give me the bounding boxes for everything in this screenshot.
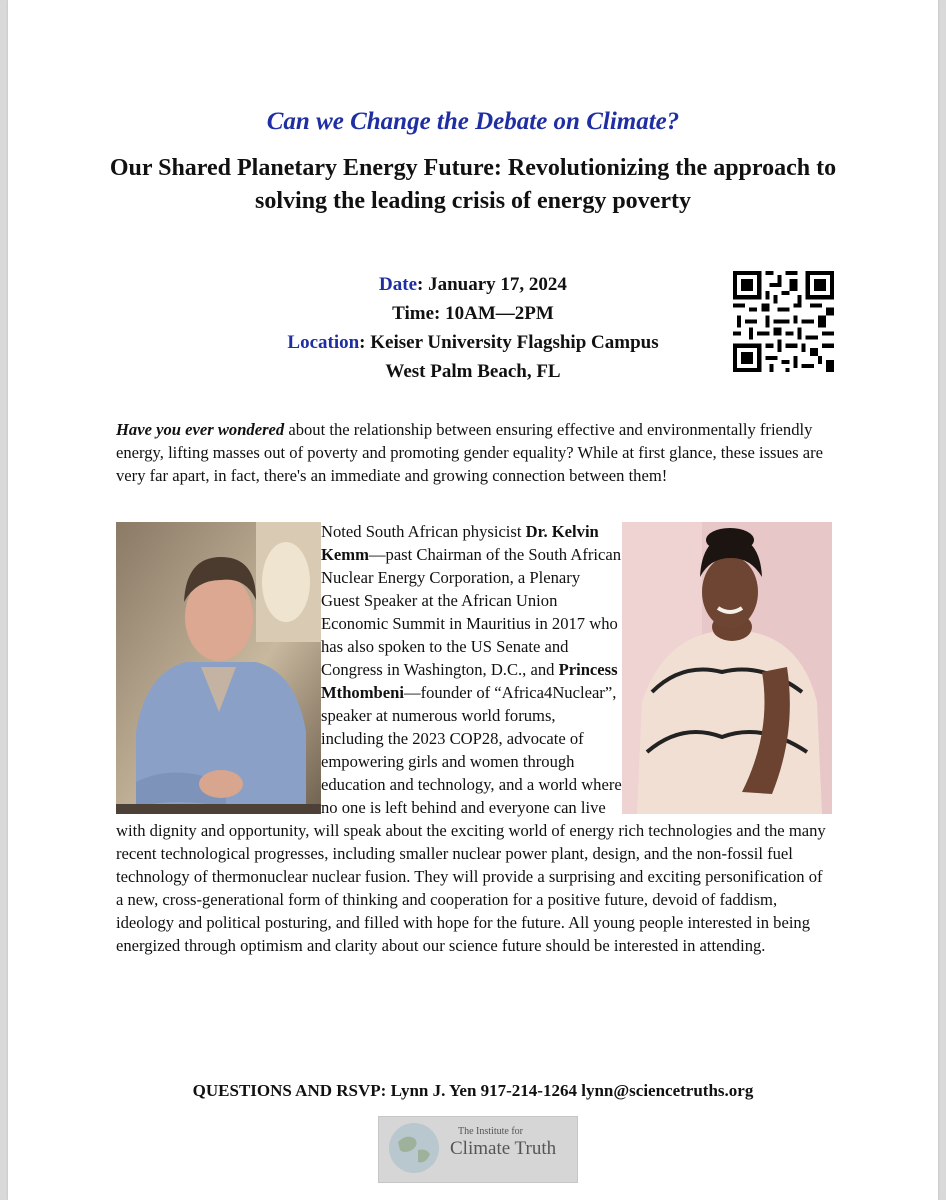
qr-code-icon[interactable] bbox=[733, 271, 834, 372]
location-line bbox=[170, 328, 776, 357]
speaker-kemm: Dr. Kelvin Kemm bbox=[321, 522, 599, 564]
event-details bbox=[170, 270, 776, 386]
body-text-main: —founder of “Africa4Nuclear”, speaker at numerous world forums, including the 2023 COP28, advocate of empowering girls and women through education and technology, and a world where no one is left behind and everyone can live with dignity and opportunity, will speak about the exciting world of energy rich technologies and the many recent technological progresses, including smaller nuclear power plant, design, and the non-fossil fuel technology of thermonuclear nuclear fusion. They will provide a surprising and exciting personification of a new, cross-generational form of thinking and cooperation for a positive future, devoid of faddism, ideology and political posturing, and filled with hope for the future. All young people interested in being energized through optimism and clarity about our science future should be interested in attending. bbox=[116, 683, 826, 955]
logo-big-text: Climate Truth bbox=[450, 1138, 557, 1159]
date-line bbox=[170, 270, 776, 299]
kemm-photo bbox=[116, 522, 321, 814]
body-text-intro: Noted South African physicist bbox=[321, 522, 526, 541]
intro-lead: Have you ever wondered bbox=[116, 420, 285, 439]
event-title: Our Shared Planetary Energy Future: Revolutionizing the approach to solving the leading crisis of energy poverty bbox=[109, 155, 837, 214]
speakers-paragraph bbox=[116, 520, 832, 957]
intro-paragraph bbox=[116, 418, 832, 487]
time-line: Time: 10AM—2PM bbox=[392, 303, 554, 324]
speaker-mthombeni: Princess Mthombeni bbox=[321, 660, 618, 702]
logo-small-text: The Institute for bbox=[458, 1126, 523, 1137]
intro-text: about the relationship between ensuring effective and environmentally friendly energy, lifting masses out of poverty and promoting gender equality? While at first glance, these issues are very far apart, in fact, there's an immediate and growing connection between them! bbox=[116, 420, 824, 485]
location-value: : Keiser University Flagship Campus bbox=[359, 332, 659, 353]
kicker-heading: Can we Change the Debate on Climate? bbox=[266, 108, 680, 135]
city-line: West Palm Beach, FL bbox=[385, 361, 561, 382]
date-label: Date bbox=[379, 274, 418, 295]
location-label: Location bbox=[287, 332, 360, 353]
date-value: : January 17, 2024 bbox=[417, 274, 567, 295]
rsvp-line: QUESTIONS AND RSVP: Lynn J. Yen 917-214-1264 lynn@sciencetruths.org bbox=[192, 1081, 754, 1100]
globe-logo-icon bbox=[384, 1120, 444, 1176]
mthombeni-photo bbox=[622, 522, 832, 814]
body-text-kemm: —past Chairman of the South African Nuclear Energy Corporation, a Plenary Guest Speaker at the African Union Economic Summit in Mauritius in 2017 who has also spoken to the US Senate and Congress in Washington, D.C., and bbox=[321, 545, 622, 679]
